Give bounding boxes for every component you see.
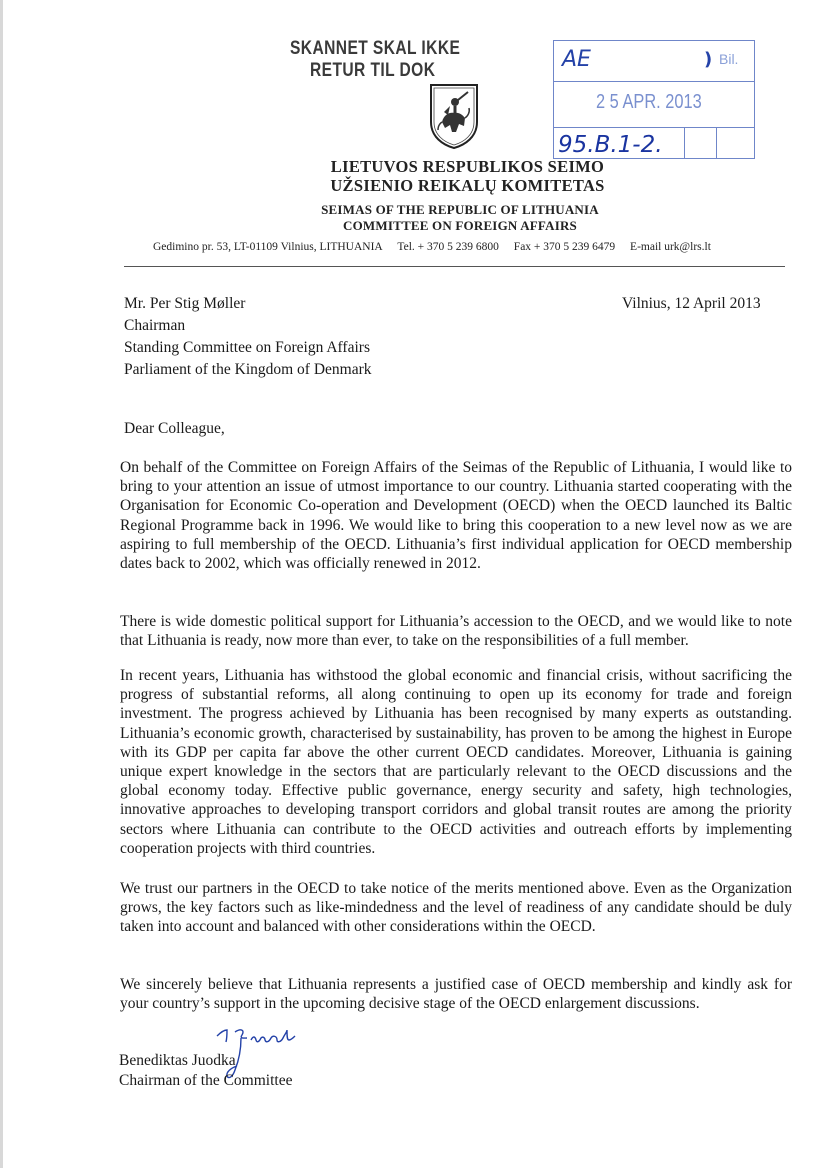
signatory-title: Chairman of the Committee (119, 1072, 293, 1089)
body-paragraph-3: In recent years, Lithuania has withstood the global economic and financial crisis, without sacrificing the progress of substantial reforms, all along continuing to open up its economy for trade and foreign investment. The progress achieved by Lithuania has been recognised by many experts as outstanding. Lithuania’s economic growth, characterised by sustainability, has proven to be among the highest in Europe with its GDP per capita far above the other current OECD candidates. Moreover, Lithuania is gaining unique expert knowledge in the sectors that are particularly relevant to the OECD discussions and the global economy today. Effective public governance, energy security and safety, high technologies, innovative approaches to developing transport corridors and global transit routes are among the priority sectors where Lithuania can contribute to the OECD activities and outreach efforts by implementing cooperation projects with third countries. (120, 667, 792, 857)
letterhead-address: Gedimino pr. 53, LT-01109 Vilnius, LITHUANIA (153, 241, 383, 253)
recipient-parliament: Parliament of the Kingdom of Denmark (124, 361, 372, 378)
received-bil-mark: ) (704, 49, 713, 70)
letterhead-tel: Tel. + 370 5 239 6800 (397, 241, 499, 253)
recipient-block (124, 293, 372, 381)
scan-stamp-line2: RETUR TIL DOK (310, 60, 436, 81)
salutation: Dear Colleague, (124, 420, 225, 437)
received-office: AE (562, 47, 591, 72)
recipient-name: Mr. Per Stig Møller (124, 295, 246, 312)
place-date: Vilnius, 12 April 2013 (622, 295, 761, 312)
body-paragraph-1: On behalf of the Committee on Foreign Affairs of the Seimas of the Republic of Lithuania, I would like to bring to your attention an issue of utmost importance to our country. Lithuania started cooperating with the Organisation for Economic Co-operation and Development (OECD) when the OECD launched its Baltic Regional Programme back in 1996. We would like to bring this cooperation to a new level now as we are aspiring to full membership of the OECD. Lithuania’s first individual application for OECD membership dates back to 2002, which was officially renewed in 2012. (120, 459, 792, 573)
letterhead-divider (124, 266, 785, 267)
scan-stamp-line1: SKANNET SKAL IKKE (290, 38, 461, 59)
received-bil-label: Bil. (719, 51, 739, 67)
recipient-committee: Standing Committee on Foreign Affairs (124, 339, 370, 356)
letterhead-fax: Fax + 370 5 239 6479 (513, 241, 616, 253)
body-paragraph-4: We trust our partners in the OECD to take notice of the merits mentioned above. Even as the Organization grows, the key factors such as like-mindedness and the level of readiness of any candidate should be duly taken into account and balanced with other considerations within the OECD. (120, 880, 792, 936)
signatory-name: Benediktas Juodka (119, 1052, 236, 1069)
received-reference: 95.B.1-2. (558, 132, 663, 158)
letterhead-contact (153, 241, 723, 253)
received-date: 2 5 APR. 2013 (596, 91, 702, 113)
body-paragraph-2: There is wide domestic political support for Lithuania’s accession to the OECD, and we would like to note that Lithuania is ready, now more than ever, to take on the responsibilities of a full member. (120, 613, 792, 650)
received-stamp (553, 40, 755, 159)
letterhead-email: E-mail urk@lrs.lt (630, 241, 711, 253)
letterhead-en-line1: SEIMAS OF THE REPUBLIC OF LITHUANIA (321, 202, 599, 217)
letterhead-lt-line1: LIETUVOS RESPUBLIKOS SEIMO (330, 157, 605, 176)
recipient-title: Chairman (124, 317, 186, 334)
letterhead-lt-line2: UŽSIENIO REIKALŲ KOMITETAS (330, 176, 605, 195)
body-paragraph-5: We sincerely believe that Lithuania represents a justified case of OECD membership and kindly ask for your country’s support in the upcoming decisive stage of the OECD enlargement discussions. (120, 976, 792, 1013)
letterhead-en-line2: COMMITTEE ON FOREIGN AFFAIRS (343, 218, 577, 233)
coat-of-arms-icon (428, 82, 480, 150)
